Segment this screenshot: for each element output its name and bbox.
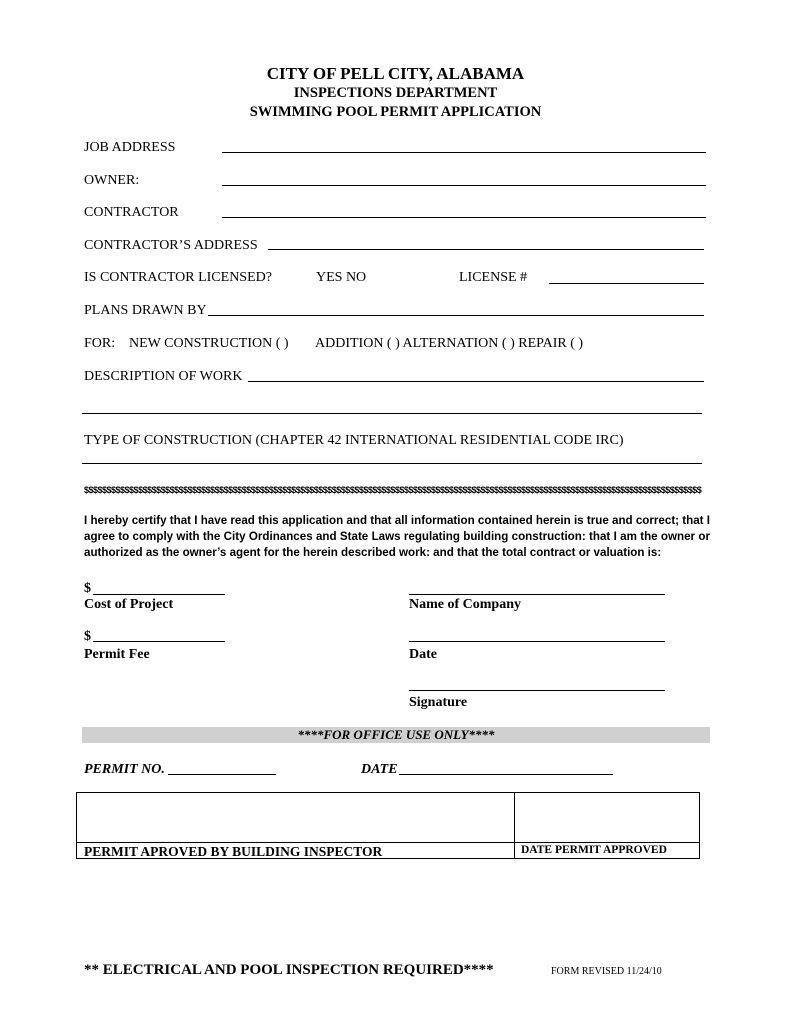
form-title: SWIMMING POOL PERMIT APPLICATION	[249, 104, 542, 120]
certification-statement: I hereby certify that I have read this application and that all information contained herein is true and correct; that I agree to comply with the City Ordinances and State Laws regulating building construction: that I am the owner or authorized as the owner’s agent for the herein described work: and that the total contract or valuation is:	[84, 514, 710, 559]
cost-of-project-label: Cost of Project	[84, 597, 174, 612]
yes-no-options[interactable]: YES NO	[316, 270, 367, 285]
city-heading: CITY OF PELL CITY, ALABAMA	[266, 64, 525, 83]
description-of-work-field-2[interactable]	[82, 413, 702, 414]
contractor-label: CONTRACTOR	[84, 205, 179, 220]
inspector-approval-field[interactable]	[77, 793, 513, 841]
date-field[interactable]	[409, 641, 665, 642]
owner-field[interactable]	[222, 185, 706, 186]
contractor-address-field[interactable]	[268, 249, 704, 250]
contractor-licensed-label: IS CONTRACTOR LICENSED?	[84, 270, 272, 285]
date-label: Date	[409, 647, 437, 662]
signature-label: Signature	[409, 695, 468, 710]
job-address-field[interactable]	[222, 152, 706, 153]
job-address-label: JOB ADDRESS	[84, 140, 176, 155]
inspection-required-notice: ** ELECTRICAL AND POOL INSPECTION REQUIRED****	[84, 962, 494, 978]
plans-drawn-by-field[interactable]	[208, 315, 704, 316]
permit-number-label: PERMIT NO.	[84, 762, 165, 777]
contractor-field[interactable]	[222, 217, 706, 218]
form-revision-date: FORM REVISED 11/24/10	[551, 966, 662, 977]
new-construction-option[interactable]: NEW CONSTRUCTION ( )	[129, 336, 289, 351]
contractor-address-label: CONTRACTOR’S ADDRESS	[84, 238, 258, 253]
office-date-label: DATE	[361, 762, 398, 777]
cost-of-project-field[interactable]	[93, 594, 225, 595]
office-use-banner: ****FOR OFFICE USE ONLY****	[82, 727, 710, 743]
permit-fee-field[interactable]	[93, 641, 225, 642]
for-label: FOR:	[84, 336, 116, 351]
name-of-company-field[interactable]	[409, 594, 665, 595]
name-of-company-label: Name of Company	[409, 597, 521, 612]
signature-field[interactable]	[409, 690, 665, 691]
date-permit-approved-label: DATE PERMIT APPROVED	[521, 844, 667, 856]
addition-alternation-repair-options[interactable]: ADDITION ( ) ALTERNATION ( ) REPAIR ( )	[315, 336, 584, 351]
owner-label: OWNER:	[84, 173, 140, 188]
description-of-work-field[interactable]	[248, 381, 704, 382]
dollar-sign-separator: $$$$$$$$$$$$$$$$$$$$$$$$$$$$$$$$$$$$$$$$$$$$$$$$$$$$$$$$$$$$$$$$$$$$$$$$$$$$$$$$$$$$$$$$$$$$$$$$$$$$$$$$$$$$$$$$$$$$$$$$$$$$$$$$$$$$$$$$$	[84, 485, 702, 495]
approval-date-field[interactable]	[516, 793, 698, 841]
description-of-work-label: DESCRIPTION OF WORK	[84, 369, 243, 384]
permit-number-field[interactable]	[168, 774, 276, 775]
approval-box-rule	[76, 842, 700, 843]
license-number-field[interactable]	[549, 283, 704, 284]
approved-by-inspector-label: PERMIT APROVED BY BUILDING INSPECTOR	[84, 844, 383, 859]
approval-box-divider	[514, 792, 515, 859]
plans-drawn-by-label: PLANS DRAWN BY	[84, 303, 207, 318]
office-date-field[interactable]	[399, 774, 613, 775]
department-heading: INSPECTIONS DEPARTMENT	[293, 85, 498, 101]
license-number-label: LICENSE #	[459, 270, 528, 285]
fee-dollar-sign: $	[84, 629, 91, 644]
permit-fee-label: Permit Fee	[84, 647, 150, 662]
type-of-construction-label: TYPE OF CONSTRUCTION (CHAPTER 42 INTERNATIONAL RESIDENTIAL CODE IRC)	[84, 433, 624, 448]
type-of-construction-field[interactable]	[82, 463, 702, 464]
cost-dollar-sign: $	[84, 581, 91, 596]
